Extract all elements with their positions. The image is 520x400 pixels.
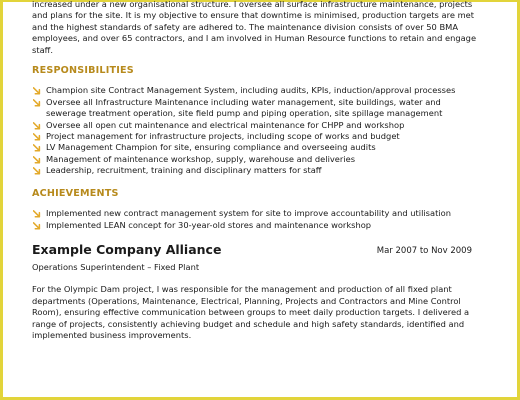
achievements-heading: ACHIEVEMENTS [32, 187, 119, 199]
description-line: Room), ensuring effective communication between groups to meet daily production targets. I delivered a [32, 307, 470, 318]
resume-content [32, 0, 494, 341]
list-item [32, 120, 494, 131]
list-item [32, 220, 494, 231]
list-item [32, 85, 494, 96]
job-description [32, 284, 494, 341]
list-item [32, 142, 494, 153]
job-header [32, 241, 494, 261]
description-line: departments (Operations, Maintenance, Electrical, Planning, Projects and Contractors and Mine Control [32, 295, 461, 306]
description-line: range of projects, consistently achieving budget and schedule and high safety standards, identified and [32, 318, 465, 329]
arrow-bullet-icon [33, 133, 42, 141]
list-item [32, 154, 494, 165]
arrow-bullet-icon [33, 156, 42, 164]
list-item-text: Implemented LEAN concept for 30-year-old stores and maintenance workshop [46, 219, 372, 230]
arrow-bullet-icon [33, 122, 42, 130]
achievements-list [32, 208, 494, 231]
arrow-bullet-icon [33, 99, 42, 107]
company-name: Example Company Alliance [32, 241, 222, 257]
arrow-bullet-icon [33, 210, 42, 218]
arrow-bullet-icon [33, 87, 42, 95]
responsibilities-heading: RESPONSIBILITIES [32, 65, 134, 77]
list-item [32, 208, 494, 219]
list-item-text: LV Management Champion for site, ensuring compliance and overseeing audits [46, 142, 376, 153]
intro-line: staff. [32, 44, 54, 55]
intro-line: and the highest standards of safety are adhered to. The maintenance division consists of over 50 BMA [32, 21, 459, 32]
intro-line: increased under a new organisational structure. I oversee all surface infrastructure maintenance, projects [32, 0, 473, 9]
job-title: Operations Superintendent – Fixed Plant [32, 261, 200, 272]
responsibilities-list [32, 85, 494, 176]
list-item-text: Project management for infrastructure projects, including scope of works and budget [46, 131, 400, 142]
list-item-text: Champion site Contract Management System, including audits, KPIs, induction/approval processes [46, 85, 456, 96]
intro-line: and plans for the site. It is my objective to ensure that downtime is minimised, production targets are met [32, 10, 475, 21]
list-item-text: Oversee all Infrastructure Maintenance including water management, site buildings, water and [46, 96, 441, 107]
intro-line: employees, and over 65 contractors, and I am involved in Human Resource functions to retain and engage [32, 33, 477, 44]
list-item-text: Leadership, recruitment, training and disciplinary matters for staff [46, 165, 322, 176]
arrow-bullet-icon [33, 144, 42, 152]
description-line: For the Olympic Dam project, I was responsible for the management and production of all fixed plant [32, 284, 452, 295]
arrow-bullet-icon [33, 222, 42, 230]
list-item-text: Oversee all open cut maintenance and electrical maintenance for CHPP and workshop [46, 119, 405, 130]
description-line: implemented business improvements. [32, 329, 192, 340]
list-item [32, 165, 494, 176]
employment-dates: Mar 2007 to Nov 2009 [376, 245, 472, 256]
list-item-text: Implemented new contract management system for site to improve accountability and utilisation [46, 208, 451, 219]
arrow-bullet-icon [33, 167, 42, 175]
list-item-text: Management of maintenance workshop, supply, warehouse and deliveries [46, 153, 356, 164]
list-item-text-continued: sewerage treatment operation, site field pump and piping operation, site spillage management [46, 108, 443, 119]
intro-paragraph [32, 0, 494, 56]
list-item [32, 97, 494, 120]
list-item [32, 131, 494, 142]
